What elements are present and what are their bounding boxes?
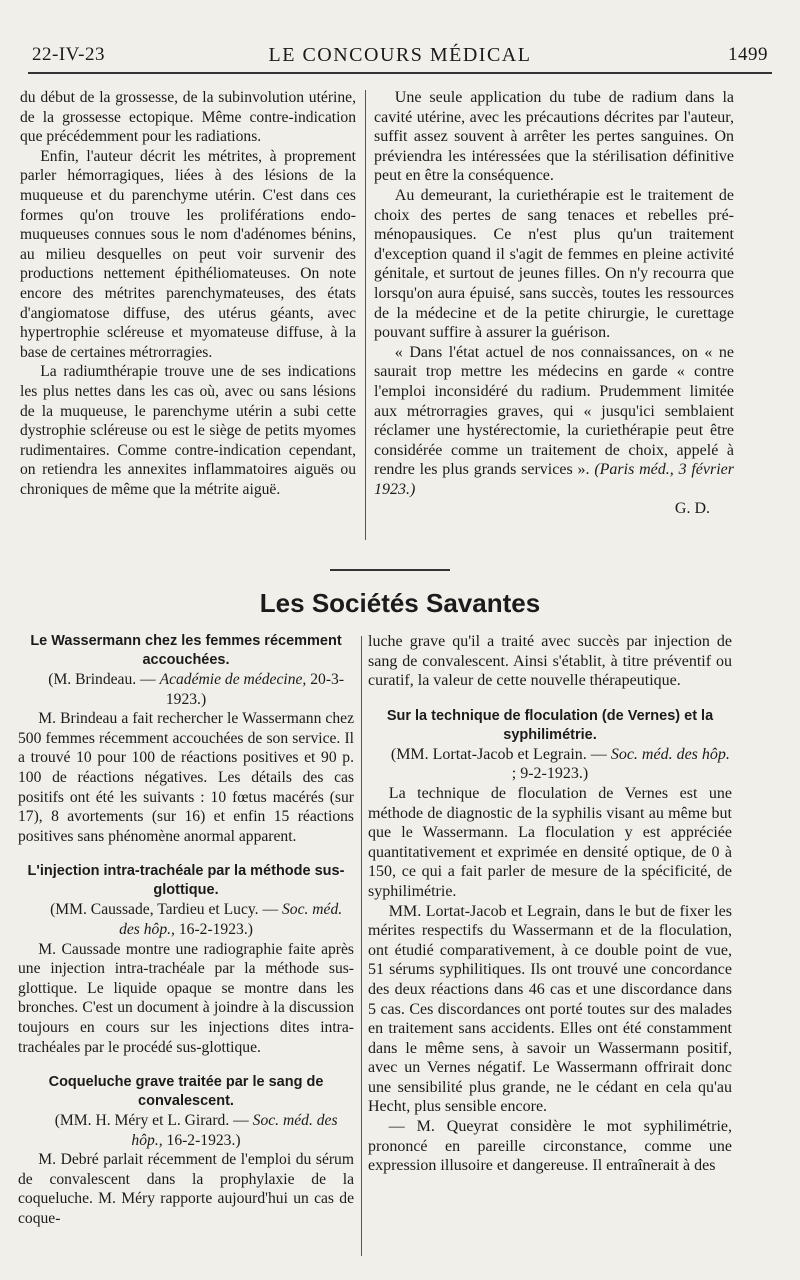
article-title: L'injection intra-trachéale par la méthode sus-glottique.	[27, 863, 345, 899]
bottom-right-column	[368, 632, 732, 1176]
page-number: 1499	[728, 44, 768, 65]
paragraph: M. Debré parlait récemment de l'emploi du sérum de convalescent dans la prophylaxie de la coqueluche. M. Méry rapporte aujourd'hui un cas de coque-	[18, 1151, 354, 1228]
section-title: Les Sociétés Savantes	[259, 588, 541, 618]
running-header	[28, 36, 772, 70]
bottom-left-column	[18, 632, 354, 1229]
paragraph: du début de la grossesse, de la subinvolution utérine, de la grossesse ectopique. Même contre-indication que précédemment pour les radiations.	[20, 89, 356, 146]
ref-authors: (MM. Caussade, Tardieu et Lucy. —	[50, 901, 279, 919]
quote-source: (Paris méd., 3 février 1923.)	[374, 461, 735, 498]
ref-authors: (MM. H. Méry et L. Girard. —	[54, 1112, 249, 1130]
paragraph: MM. Lortat-Jacob et Legrain, dans le but de fixer les mérites respectifs du Wassermann et de la floculation, ont étudié comparativement, à ce double point de vue, 51 sérums syphilitiques. Ils ont trouvé une concordance des deux réactions dans 46 cas et une discordance dans 5 cas. Ces discordances ont porté toutes sur des malades en traitement sans accidents. Elles ont été constamment dans le même sens, à savoir un Wassermann positif, avec un Vernes négatif. Le Wassermann offrirait donc une sensibilité plus grande, ne le cédant en cela qu'au Hecht, plus sensible encore.	[368, 902, 732, 1116]
quote-text: « Dans l'état actuel de nos connaissances, on « ne saurait trop mettre les médecins en garde « contre l'emploi inconsidéré du radium. Prudemment limitée aux métrorragies graves, qui « jusqu'ici semblaient réclamer une hystérectomie, la curiethérapie peut être considérée comme un traitement de choix, appelé à rendre les plus grands services ».	[374, 343, 734, 479]
article-title: Sur la technique de floculation (de Vernes) et la syphilimétrie.	[386, 707, 714, 743]
ref-authors: (MM. Lortat-Jacob et Legrain. —	[390, 745, 607, 763]
article-reference	[18, 670, 354, 709]
top-left-column	[20, 88, 356, 499]
issue-date: 22-IV-23	[32, 44, 105, 65]
paragraph: — M. Queyrat considère le mot syphilimétrie, prononcé en pareille circonstance, comme une expression illusoire et dangereuse. Il entraînerait à des	[368, 1118, 732, 1175]
paragraph: La radiumthérapie trouve une de ses indications les plus nettes dans les cas où, avec ou sans lésions de la muqueuse, le parenchyme utérin a subi cette dystrophie scléreuse ou est le siège de petits myomes rudimentaires. Comme contre-indication cependant, on retiendra les annexites inflammatoires aiguës ou chroniques de même que la métrite aiguë.	[20, 363, 356, 498]
paragraph: Au demeurant, la curiethérapie est le traitement de choix des pertes de sang tenaces et rebelles pré-ménopausiques. Ce n'est plus qu'un traitement d'exception quand il s'agit de femmes en pleine activité génitale, et surtout de jeunes filles. On n'y recourra que lorsqu'on aura épuisé, sans succès, toutes les ressources de la médecine et de la petite chirurgie, le curettage pouvant suffire à assurer la guérison.	[374, 186, 734, 342]
paragraph: Une seule application du tube de radium dans la cavité utérine, avec les précautions décrites par l'auteur, suffit assez souvent à arrêter les pertes sanguines. On préviendra les intéressées que la stérilisation définitive peut en être la conséquence.	[374, 89, 734, 185]
ref-date: 16-2-1923.)	[166, 1131, 241, 1149]
journal-title: LE CONCOURS MÉDICAL	[268, 44, 532, 66]
signature: G. D.	[674, 500, 710, 518]
ref-source: Soc. méd. des hôp.	[610, 745, 730, 763]
ref-date: ; 9-2-1923.)	[511, 765, 589, 783]
ref-date: 16-2-1923.)	[178, 920, 253, 938]
header-rule	[28, 72, 772, 74]
paragraph: M. Caussade montre une radiographie faite après une injection intra-trachéale par la méthode sus-glottique. Le liquide opaque se montre dans les bronches. C'est un document à joindre à la discussion toujours en cours sur les injections dites intra-trachéales par le procédé sus-glottique.	[18, 940, 354, 1056]
ref-authors: (M. Brindeau. —	[48, 671, 156, 688]
article-reference	[18, 1111, 354, 1150]
article-reference	[368, 745, 732, 784]
ref-source: Soc. méd. des hôp.,	[131, 1112, 338, 1149]
quote-paragraph	[374, 343, 734, 500]
ref-source: Soc. méd. des hôp.,	[119, 901, 343, 938]
paragraph: Enfin, l'auteur décrit les métrites, à proprement parler hémorragiques, liées à des lésions de la muqueuse et du parenchyme utérin. C'est dans ces formes qu'on trouve les proliférations endo-muqueuses connues sous le nom d'adénomes bénins, au milieu desquelles on peut voir survenir des productions nettement épithéliomateuses. On note encore des métrites parenchymateuses, des états d'angiomatose diffuse, des utérus géants, avec hypertrophie scléreuse et myomateuse diffuse, à la base de certaines métrorragies.	[20, 147, 356, 361]
article-title: Coqueluche grave traitée par le sang de convalescent.	[48, 1074, 324, 1110]
section-rule	[330, 569, 450, 571]
ref-source: Académie de médecine,	[159, 671, 307, 688]
top-right-column	[374, 88, 734, 519]
article-title: Le Wassermann chez les femmes récemment accouchées.	[30, 633, 342, 668]
paragraph: La technique de floculation de Vernes est une méthode de diagnostic de la syphilis visant au même but que le Wassermann. La floculation y est appréciée quantitativement et exprimée en densité optique, de 0 à 150, ce qui a fait parler de mesure de la spécificité, de syphilimétrie.	[368, 784, 732, 900]
paragraph: luche grave qu'il a traité avec succès par injection de sang de convalescent. Ainsi s'établit, à titre préventif ou curatif, la valeur de cette nouvelle thérapeutique.	[368, 633, 732, 690]
column-divider	[361, 636, 362, 1256]
column-divider	[365, 90, 366, 540]
paragraph: M. Brindeau a fait rechercher le Wassermann chez 500 femmes récemment accouchées de son service. Il a trouvé 10 pour 100 de réactions positives et 90 p. 100 de réactions négatives. Les détails des cas positifs ont été les suivants : 10 fœtus macérés (sur 17), 8 avortements (sur 16) et enfin 15 réactions positives sans phénomène anormal apparent.	[18, 710, 354, 845]
article-reference	[18, 900, 354, 939]
ref-date: 20-3-1923.)	[165, 671, 345, 708]
